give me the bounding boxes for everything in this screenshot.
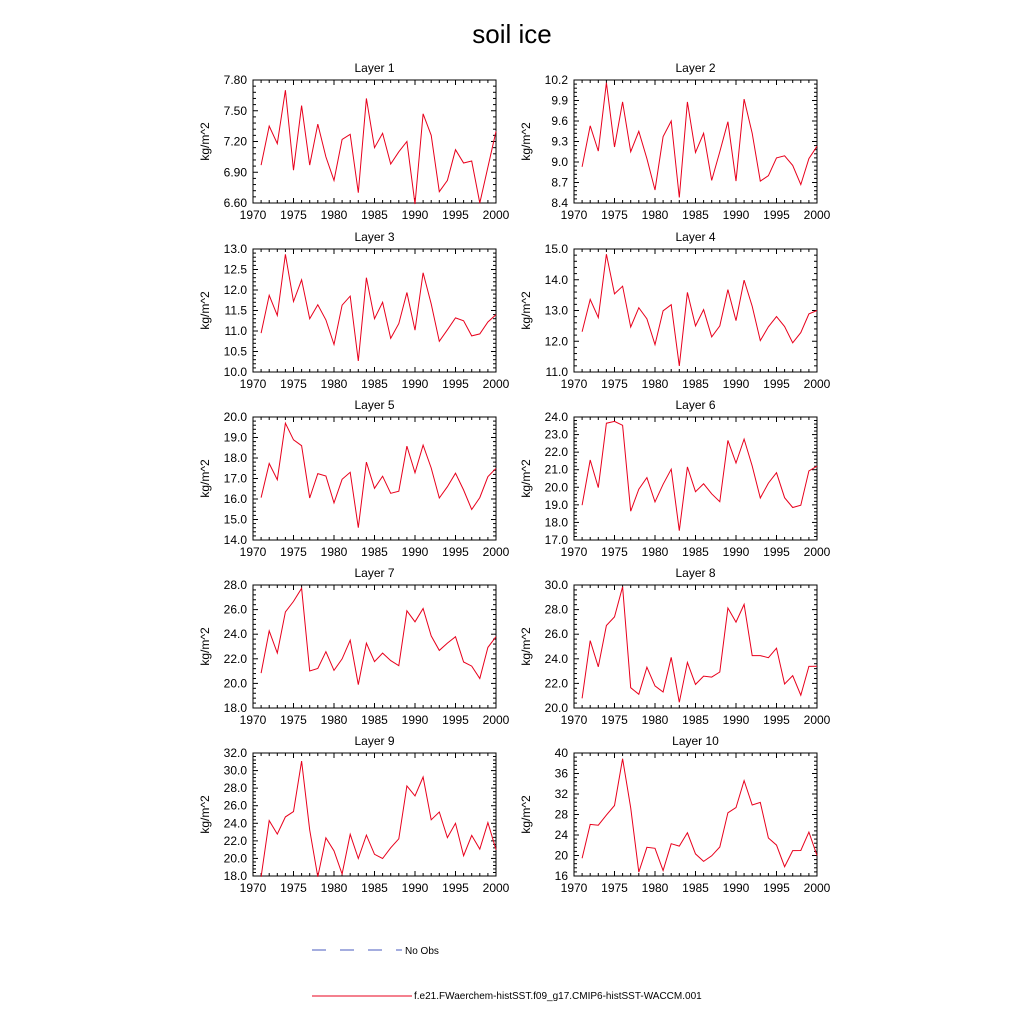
x-tick-label: 1970 bbox=[239, 545, 267, 559]
panel-title: Layer 1 bbox=[354, 61, 395, 75]
x-tick-label: 2000 bbox=[803, 208, 831, 222]
x-tick-label: 1995 bbox=[442, 545, 469, 559]
x-tick-label: 2000 bbox=[482, 881, 510, 895]
x-tick-label: 1980 bbox=[320, 881, 348, 895]
y-tick-label: 26.0 bbox=[223, 798, 247, 813]
x-tick-label: 2000 bbox=[482, 545, 510, 559]
plot-frame bbox=[253, 249, 496, 372]
y-tick-label: 23.0 bbox=[544, 427, 568, 442]
y-tick-label: 36 bbox=[554, 766, 568, 781]
series-line bbox=[261, 761, 496, 877]
series-line bbox=[582, 83, 817, 198]
y-tick-label: 17.0 bbox=[544, 533, 568, 547]
series-line bbox=[261, 254, 496, 361]
x-tick-label: 1975 bbox=[601, 208, 628, 222]
y-tick-label: 20.0 bbox=[223, 676, 247, 691]
x-tick-label: 1970 bbox=[239, 881, 267, 895]
y-tick-label: 24.0 bbox=[544, 410, 568, 424]
x-tick-label: 1970 bbox=[239, 208, 267, 222]
x-tick-label: 2000 bbox=[803, 881, 831, 895]
x-tick-label: 1970 bbox=[560, 377, 588, 391]
x-tick-label: 1990 bbox=[401, 545, 429, 559]
y-tick-label: 11.0 bbox=[224, 324, 247, 338]
x-tick-label: 1980 bbox=[320, 208, 348, 222]
x-tick-label: 1995 bbox=[763, 377, 790, 391]
x-tick-label: 2000 bbox=[803, 377, 831, 391]
plot-frame bbox=[574, 417, 817, 540]
y-tick-label: 24.0 bbox=[223, 627, 247, 642]
x-tick-label: 1975 bbox=[601, 377, 628, 391]
y-tick-label: 7.50 bbox=[223, 103, 247, 118]
y-tick-label: 16 bbox=[554, 869, 568, 883]
y-tick-label: 22.0 bbox=[223, 651, 247, 666]
y-tick-label: 26.0 bbox=[544, 627, 568, 642]
y-tick-label: 9.6 bbox=[551, 114, 568, 128]
legend bbox=[312, 946, 702, 1002]
x-tick-label: 1970 bbox=[239, 713, 267, 727]
y-tick-label: 9.0 bbox=[551, 155, 568, 169]
plot-frame bbox=[574, 753, 817, 876]
y-axis-label: kg/m^2 bbox=[519, 795, 533, 834]
x-tick-label: 1990 bbox=[401, 208, 429, 222]
x-tick-label: 2000 bbox=[482, 208, 510, 222]
x-tick-label: 2000 bbox=[803, 713, 831, 727]
chart-panel-9 bbox=[198, 734, 510, 895]
x-tick-label: 1995 bbox=[763, 208, 790, 222]
y-tick-label: 28 bbox=[554, 807, 568, 822]
x-tick-label: 1970 bbox=[239, 377, 267, 391]
x-tick-label: 1970 bbox=[560, 881, 588, 895]
y-axis-label: kg/m^2 bbox=[519, 122, 533, 161]
y-tick-label: 30.0 bbox=[544, 578, 568, 592]
x-tick-label: 1995 bbox=[442, 713, 469, 727]
y-tick-label: 12.0 bbox=[223, 283, 247, 297]
y-axis-label: kg/m^2 bbox=[198, 122, 212, 161]
x-tick-label: 1990 bbox=[401, 377, 429, 391]
x-tick-label: 1975 bbox=[280, 713, 307, 727]
x-tick-label: 2000 bbox=[482, 713, 510, 727]
y-tick-label: 15.0 bbox=[223, 512, 247, 527]
y-tick-label: 12.5 bbox=[223, 262, 247, 277]
y-tick-label: 10.2 bbox=[544, 73, 568, 87]
x-tick-label: 1990 bbox=[722, 713, 750, 727]
x-tick-label: 1985 bbox=[361, 208, 388, 222]
series-line bbox=[261, 423, 496, 528]
chart-panel-5 bbox=[198, 398, 510, 559]
y-tick-label: 14.0 bbox=[223, 533, 247, 547]
y-tick-label: 6.90 bbox=[223, 165, 247, 180]
y-tick-label: 19.0 bbox=[544, 497, 568, 512]
series-line bbox=[582, 421, 817, 530]
x-tick-label: 1980 bbox=[320, 377, 348, 391]
chart-panel-4 bbox=[519, 230, 831, 391]
y-tick-label: 22.0 bbox=[544, 676, 568, 691]
y-tick-label: 22.0 bbox=[223, 833, 247, 848]
y-tick-label: 15.0 bbox=[544, 242, 568, 256]
x-tick-label: 1970 bbox=[560, 713, 588, 727]
legend-obs-label: No Obs bbox=[405, 946, 439, 957]
x-tick-label: 1975 bbox=[280, 208, 307, 222]
y-tick-label: 22.0 bbox=[544, 445, 568, 460]
panel-title: Layer 10 bbox=[672, 734, 719, 748]
y-tick-label: 13.0 bbox=[544, 303, 568, 318]
x-tick-label: 2000 bbox=[803, 545, 831, 559]
x-tick-label: 1980 bbox=[641, 208, 669, 222]
chart-panel-10 bbox=[519, 734, 831, 895]
y-tick-label: 7.20 bbox=[223, 134, 247, 149]
x-tick-label: 1980 bbox=[320, 713, 348, 727]
y-axis-label: kg/m^2 bbox=[519, 291, 533, 330]
y-tick-label: 40 bbox=[554, 746, 568, 760]
y-axis-label: kg/m^2 bbox=[519, 459, 533, 498]
x-tick-label: 1990 bbox=[722, 208, 750, 222]
chart-panel-7 bbox=[198, 566, 510, 727]
x-tick-label: 1990 bbox=[401, 881, 429, 895]
panel-title: Layer 4 bbox=[675, 230, 716, 244]
y-tick-label: 19.0 bbox=[223, 430, 247, 445]
legend-model-label: f.e21.FWaerchem-histSST.f09_g17.CMIP6-histSST-WACCM.001 bbox=[414, 991, 702, 1002]
x-tick-label: 1975 bbox=[601, 545, 628, 559]
y-tick-label: 20 bbox=[554, 848, 568, 863]
y-tick-label: 12.0 bbox=[544, 334, 568, 349]
x-tick-label: 1985 bbox=[682, 881, 709, 895]
x-tick-label: 1990 bbox=[401, 713, 429, 727]
plot-frame bbox=[574, 585, 817, 708]
series-line bbox=[261, 90, 496, 204]
x-tick-label: 1995 bbox=[442, 881, 469, 895]
x-tick-label: 1985 bbox=[682, 545, 709, 559]
y-tick-label: 24.0 bbox=[223, 816, 247, 831]
x-tick-label: 1990 bbox=[722, 881, 750, 895]
y-tick-label: 10.0 bbox=[223, 365, 247, 379]
y-tick-label: 18.0 bbox=[223, 869, 247, 883]
y-axis-label: kg/m^2 bbox=[198, 627, 212, 666]
y-tick-label: 26.0 bbox=[223, 602, 247, 617]
y-tick-label: 18.0 bbox=[223, 451, 247, 465]
x-tick-label: 1995 bbox=[763, 713, 790, 727]
y-tick-label: 9.3 bbox=[551, 134, 568, 149]
figure-title: soil ice bbox=[472, 19, 552, 49]
y-tick-label: 9.9 bbox=[551, 93, 568, 108]
x-tick-label: 1985 bbox=[682, 713, 709, 727]
chart-panel-3 bbox=[198, 230, 510, 391]
x-tick-label: 1985 bbox=[361, 881, 388, 895]
y-tick-label: 28.0 bbox=[544, 602, 568, 617]
series-line bbox=[582, 759, 817, 872]
y-axis-label: kg/m^2 bbox=[198, 291, 212, 330]
panel-title: Layer 6 bbox=[675, 398, 716, 412]
y-tick-label: 18.0 bbox=[223, 701, 247, 715]
y-tick-label: 24 bbox=[554, 828, 568, 842]
y-tick-label: 11.5 bbox=[224, 303, 247, 318]
y-tick-label: 30.0 bbox=[223, 763, 247, 778]
y-axis-label: kg/m^2 bbox=[519, 627, 533, 666]
y-tick-label: 8.7 bbox=[551, 175, 568, 190]
x-tick-label: 1980 bbox=[641, 881, 669, 895]
panel-grid bbox=[198, 61, 831, 895]
plot-frame bbox=[253, 417, 496, 540]
x-tick-label: 1985 bbox=[361, 377, 388, 391]
panel-title: Layer 5 bbox=[354, 398, 395, 412]
plot-frame bbox=[253, 80, 496, 203]
x-tick-label: 1980 bbox=[320, 545, 348, 559]
y-axis-label: kg/m^2 bbox=[198, 795, 212, 834]
panel-title: Layer 3 bbox=[354, 230, 395, 244]
y-tick-label: 20.0 bbox=[544, 480, 568, 495]
series-line bbox=[582, 254, 817, 366]
x-tick-label: 1995 bbox=[442, 208, 469, 222]
x-tick-label: 1990 bbox=[722, 377, 750, 391]
x-tick-label: 1995 bbox=[763, 881, 790, 895]
y-tick-label: 32.0 bbox=[223, 746, 247, 760]
y-tick-label: 17.0 bbox=[223, 471, 247, 486]
x-tick-label: 1975 bbox=[601, 713, 628, 727]
x-tick-label: 1985 bbox=[682, 377, 709, 391]
x-tick-label: 2000 bbox=[482, 377, 510, 391]
y-axis-label: kg/m^2 bbox=[198, 459, 212, 498]
y-tick-label: 8.4 bbox=[551, 196, 568, 210]
plot-frame bbox=[253, 585, 496, 708]
x-tick-label: 1985 bbox=[361, 545, 388, 559]
y-tick-label: 21.0 bbox=[544, 462, 568, 477]
chart-panel-6 bbox=[519, 398, 831, 559]
x-tick-label: 1975 bbox=[280, 545, 307, 559]
series-line bbox=[582, 587, 817, 703]
y-tick-label: 32 bbox=[554, 787, 568, 801]
y-tick-label: 6.60 bbox=[223, 196, 247, 210]
y-tick-label: 14.0 bbox=[544, 272, 568, 287]
y-tick-label: 16.0 bbox=[223, 492, 247, 506]
x-tick-label: 1970 bbox=[560, 545, 588, 559]
panel-title: Layer 9 bbox=[354, 734, 395, 748]
panel-title: Layer 8 bbox=[675, 566, 716, 580]
series-line bbox=[261, 588, 496, 684]
x-tick-label: 1990 bbox=[722, 545, 750, 559]
chart-panel-2 bbox=[519, 61, 831, 222]
y-tick-label: 20.0 bbox=[223, 851, 247, 866]
plot-frame bbox=[574, 80, 817, 203]
x-tick-label: 1995 bbox=[442, 377, 469, 391]
x-tick-label: 1975 bbox=[601, 881, 628, 895]
y-tick-label: 18.0 bbox=[544, 515, 568, 530]
chart-panel-1 bbox=[198, 61, 510, 222]
y-tick-label: 24.0 bbox=[544, 651, 568, 666]
chart-panel-8 bbox=[519, 566, 831, 727]
y-tick-label: 11.0 bbox=[545, 365, 568, 379]
x-tick-label: 1970 bbox=[560, 208, 588, 222]
panel-title: Layer 7 bbox=[354, 566, 395, 580]
x-tick-label: 1980 bbox=[641, 545, 669, 559]
plot-frame bbox=[574, 249, 817, 372]
y-tick-label: 13.0 bbox=[223, 242, 247, 256]
x-tick-label: 1985 bbox=[682, 208, 709, 222]
x-tick-label: 1975 bbox=[280, 881, 307, 895]
x-tick-label: 1980 bbox=[641, 713, 669, 727]
y-tick-label: 28.0 bbox=[223, 578, 247, 592]
y-tick-label: 7.80 bbox=[223, 73, 247, 87]
y-tick-label: 10.5 bbox=[223, 344, 247, 359]
y-tick-label: 20.0 bbox=[223, 410, 247, 424]
x-tick-label: 1975 bbox=[280, 377, 307, 391]
panel-title: Layer 2 bbox=[675, 61, 716, 75]
x-tick-label: 1985 bbox=[361, 713, 388, 727]
x-tick-label: 1995 bbox=[763, 545, 790, 559]
y-tick-label: 20.0 bbox=[544, 701, 568, 715]
x-tick-label: 1980 bbox=[641, 377, 669, 391]
y-tick-label: 28.0 bbox=[223, 781, 247, 796]
